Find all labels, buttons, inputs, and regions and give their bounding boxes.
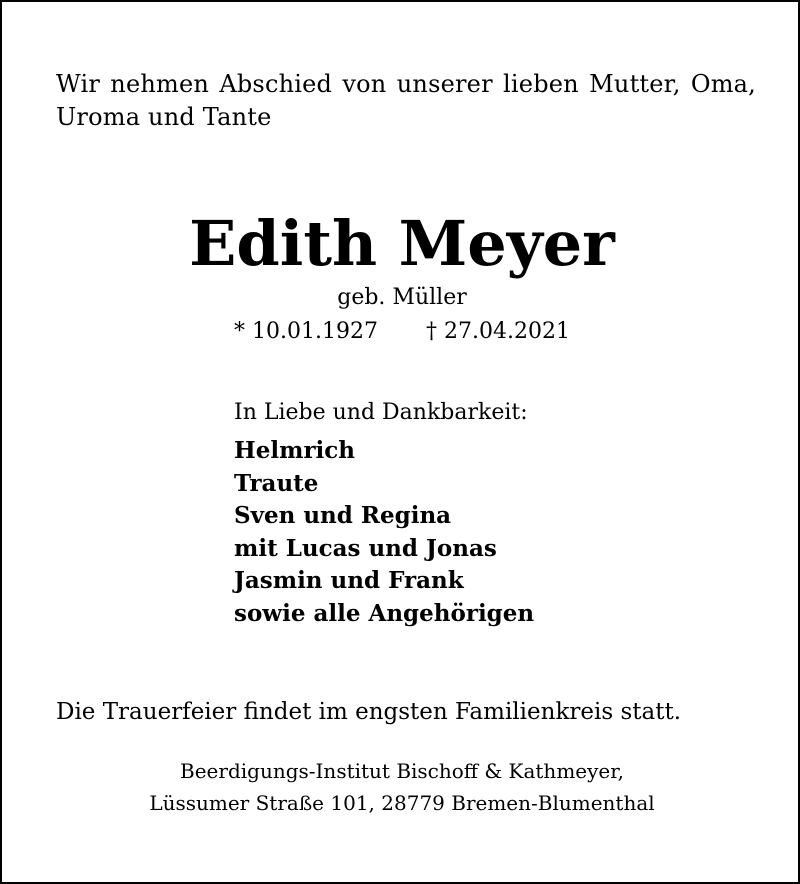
ceremony-note: Die Trauerfeier findet im engsten Familienkreis statt. (56, 699, 682, 725)
mourner: Traute (234, 469, 319, 497)
thanks-line: In Liebe und Dankbarkeit: (234, 400, 528, 425)
mourner: Helmrich (234, 437, 356, 464)
maiden-name: geb. Müller (337, 285, 467, 310)
birth-date: * 10.01.1927 (234, 319, 378, 344)
mourner: sowie alle Angehörigen (234, 599, 535, 627)
mourner: Sven und Regina (234, 502, 452, 530)
mourners-list (234, 435, 534, 631)
undertaker-address: Lüssumer Straße 101, 28779 Bremen-Blumenthal (149, 791, 655, 815)
intro-text: Wir nehmen Abschied von unserer lieben Mutter, Oma, Uroma und Tante (56, 70, 756, 131)
undertaker-info (2, 755, 800, 819)
mourner: Jasmin und Frank (234, 567, 464, 595)
mourner: mit Lucas und Jonas (234, 534, 497, 562)
undertaker-name: Beerdigungs-Institut Bischoff & Kathmeyer, (180, 759, 624, 783)
deceased-name: Edith Meyer (189, 207, 615, 280)
death-date: † 27.04.2021 (426, 319, 570, 344)
